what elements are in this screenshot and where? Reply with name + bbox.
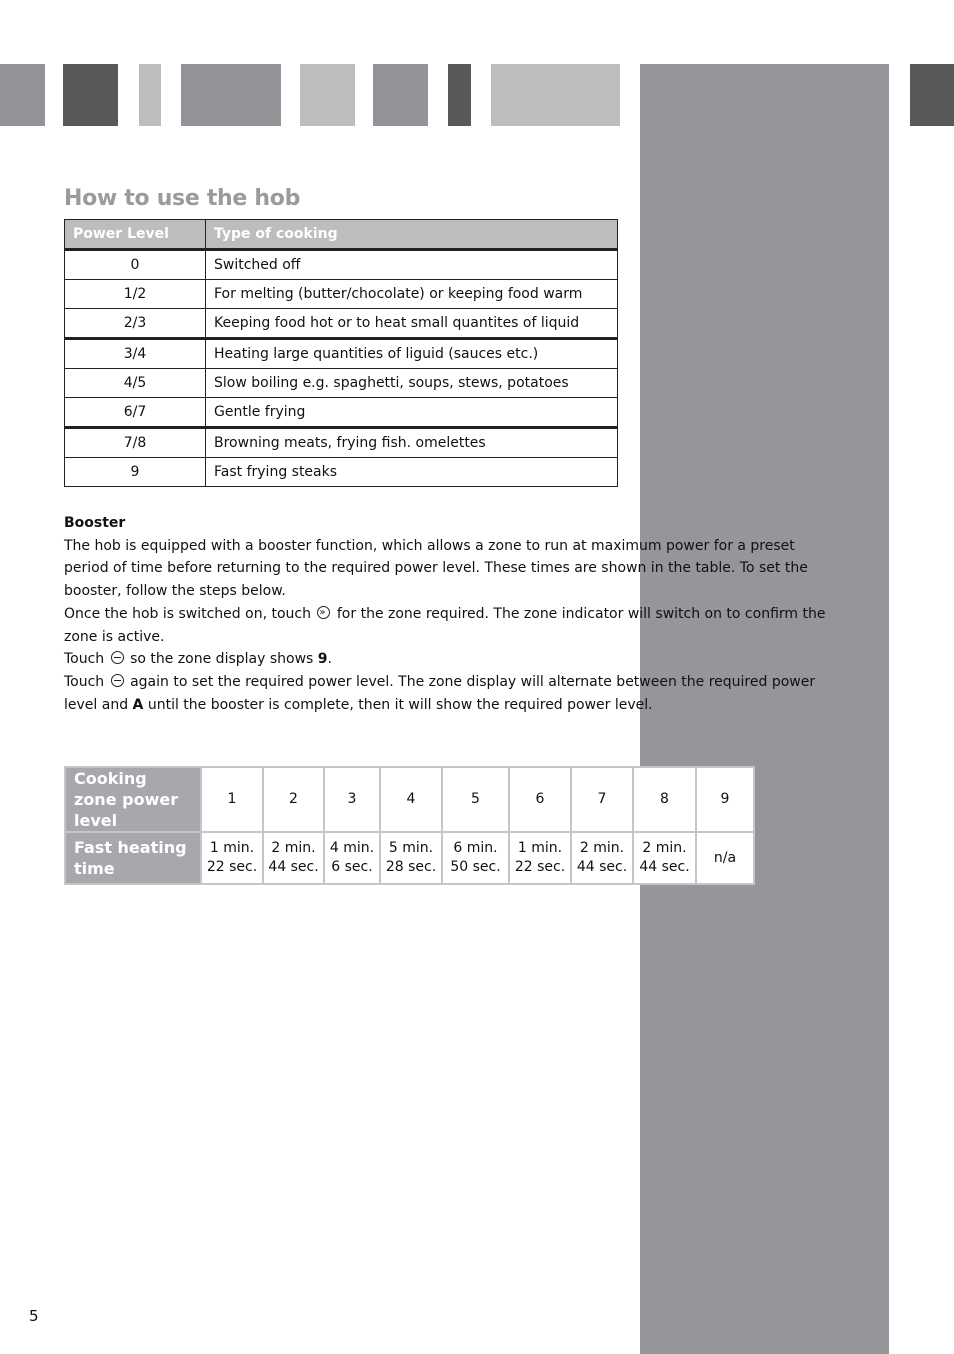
heating-time-row [65,832,754,884]
cooking-type-cell: Heating large quantities of liguid (sauces etc.) [206,339,618,369]
header-block [300,64,355,126]
time-sec: 22 sec. [514,859,566,875]
header-block [910,64,954,126]
power-level-cell: 4/5 [65,369,206,398]
header-block [181,64,281,126]
cooking-type-cell: Slow boiling e.g. spaghetti, soups, stews, potatoes [206,369,618,398]
time-cell [263,832,324,884]
page-title: How to use the hob [64,186,301,211]
column-header: Type of cooking [206,220,618,250]
level-cell: 2 [263,767,324,832]
row-header: Fast heating time [65,832,201,884]
time-cell [571,832,633,884]
power-level-row [65,767,754,832]
power-level-table [64,219,618,487]
table-row [65,458,618,487]
time-min: 2 min. [642,840,687,856]
booster-text: for the zone required. The zone indicator will switch on to confirm the zone is active. [64,605,826,645]
column-header: Power Level [65,220,206,250]
booster-text: Touch [64,673,105,690]
level-cell: 4 [380,767,442,832]
power-level-cell: 9 [65,458,206,487]
table-row [65,339,618,369]
power-level-cell: 6/7 [65,398,206,428]
cooking-type-cell: Fast frying steaks [206,458,618,487]
table-row [65,428,618,458]
booster-paragraph: The hob is equipped with a booster function, which allows a zone to run at maximum power for a preset period of time before returning to the required power level. These times are shown in the table. To set the booster, follow the steps below. [64,537,808,600]
table-row [65,280,618,309]
minus-icon [111,674,124,687]
power-level-cell: 0 [65,250,206,280]
level-cell: 5 [442,767,509,832]
table-row [65,309,618,339]
time-cell [201,832,263,884]
time-min: 4 min. [329,840,375,856]
booster-icon [317,606,330,619]
booster-section [64,512,834,716]
time-sec: 22 sec. [206,859,258,875]
header-block [139,64,161,126]
header-block [63,64,118,126]
time-cell [324,832,380,884]
cooking-type-cell: Keeping food hot or to heat small quantites of liquid [206,309,618,339]
booster-paragraph [64,648,834,671]
level-cell: 1 [201,767,263,832]
booster-text: until the booster is complete, then it will show the required power level. [147,696,653,713]
booster-text: so the zone display shows [130,651,314,668]
booster-bold: A [132,696,144,713]
time-min: 2 min. [579,840,625,856]
time-cell [380,832,442,884]
time-sec: 44 sec. [639,859,690,875]
booster-text: . [327,651,332,668]
time-sec: 50 sec. [450,859,501,875]
cooking-type-cell: Browning meats, frying fish. omelettes [206,428,618,458]
booster-text: Once the hob is switched on, touch [64,605,311,622]
time-min: 5 min. [388,840,434,856]
time-cell [442,832,509,884]
level-cell: 7 [571,767,633,832]
time-cell [633,832,696,884]
power-level-cell: 7/8 [65,428,206,458]
cooking-type-cell: Gentle frying [206,398,618,428]
minus-icon [111,651,124,664]
table-header-row [65,220,618,250]
booster-paragraph [64,671,834,716]
booster-text: again to set the required power level. The zone display will alternate between the required power level and [64,673,816,713]
table-row [65,250,618,280]
power-level-cell: 1/2 [65,280,206,309]
table-row [65,369,618,398]
header-block [0,64,45,126]
level-cell: 9 [696,767,754,832]
time-sec: 44 sec. [576,859,628,875]
time-sec: 28 sec. [385,859,437,875]
table-row [65,398,618,428]
time-min: 6 min. [453,840,498,856]
time-min: 1 min. [517,840,563,856]
booster-bold: 9 [317,651,328,668]
fast-heating-table [64,766,755,885]
page-number: 5 [29,1307,39,1325]
time-cell: n/a [696,832,754,884]
time-sec: 44 sec. [268,859,319,875]
header-block [491,64,620,126]
row-header: Cooking zone power level [65,767,201,832]
cooking-type-cell: For melting (butter/chocolate) or keeping food warm [206,280,618,309]
time-min: 1 min. [209,840,255,856]
time-sec: 6 sec. [331,859,373,875]
cooking-type-cell: Switched off [206,250,618,280]
header-block [373,64,428,126]
booster-paragraph [64,603,834,648]
level-cell: 8 [633,767,696,832]
power-level-cell: 3/4 [65,339,206,369]
level-cell: 3 [324,767,380,832]
header-block [448,64,471,126]
time-min: 2 min. [271,840,316,856]
time-cell [509,832,571,884]
booster-heading: Booster [64,515,126,531]
level-cell: 6 [509,767,571,832]
power-level-cell: 2/3 [65,309,206,339]
booster-text: Touch [64,651,105,668]
